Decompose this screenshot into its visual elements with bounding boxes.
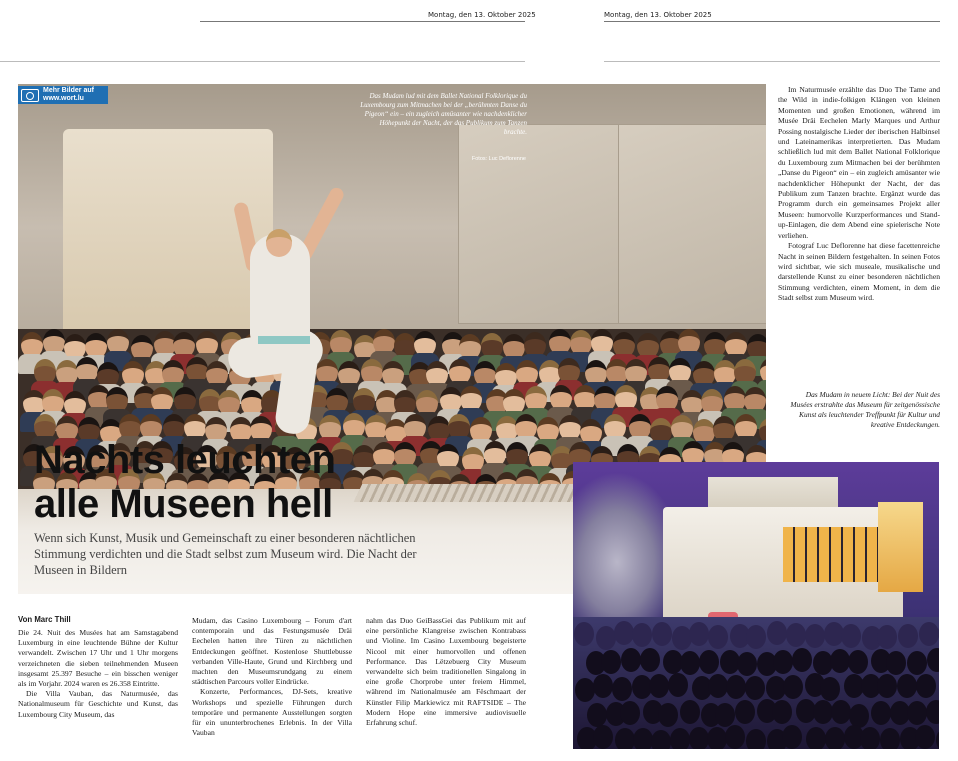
paragraph: Die Villa Vauban, das Naturmusée, das Nationalmuseum für Geschichte und Kunst, das Luxembourg City Museum, das — [18, 689, 178, 719]
header-date-left: Montag, den 13. Oktober 2025 — [428, 11, 536, 19]
photo-credit: Fotos: Luc Deflorenne — [471, 156, 526, 162]
photo-night-crowd-head — [593, 725, 613, 749]
photo-night-crowd-head — [689, 622, 709, 646]
right-column-text — [778, 85, 940, 304]
photo-night-crowd-head — [725, 725, 745, 749]
photo-night-crowd-head — [649, 674, 669, 698]
photo-night-crowd-head — [915, 725, 935, 749]
more-pictures-badge[interactable] — [18, 86, 108, 104]
photo-night-crowd-head — [699, 650, 719, 674]
photo-night-crowd-head — [897, 674, 917, 698]
night-photo-caption: Das Mudam in neuem Licht: Bei der Nuit des Musées erstrahlte das Museum für zeitgenössische Kunst als leuchtender Treffpunkt für Kultur und kreative Entdeckungen. — [790, 390, 940, 429]
photo-night-crowd-head — [805, 624, 825, 648]
photo-night-crowd-head — [746, 729, 766, 749]
subheadline: Wenn sich Kunst, Musik und Gemeinschaft zu einer besonderen nächtlichen Stimmung verdichten und die Stadt selbst zum Museum wird. Die Nacht der Museen in Bildern — [34, 531, 417, 577]
photo-night-crowd-head — [813, 700, 833, 724]
paragraph: Fotograf Luc Deflorenne hat diese facettenreiche Nacht in seinen Bildern festgehalten. In seinen Fotos wird sichtbar, wie sich museale, musikalische und darstellende Kunst zu einer besonderen nächtlichen Stimmung verdichten, einem Moment, in dem die Stadt selbst zum Museum wird. — [778, 241, 940, 303]
paragraph: Konzerte, Performances, DJ-Sets, kreative Workshops und spezielle Führungen durch temporäre und permanente Ausstellungen sorgten für ein ununterbrochenes Erlebnis. In der Villa Vauban — [192, 687, 352, 738]
photo-night-crowd-head — [632, 623, 652, 647]
photo-night-crowd-head — [658, 703, 678, 727]
paragraph: Die 24. Nuit des Musées hat am Samstagabend Luxemburg in eine leuchtende Bühne der Kultur verwandelt. Zwischen 17 Uhr und 1 Uhr morgens verzeichneten die sieben teilnehmenden Museen insgesamt 25.397 Besuche – ein bisschen weniger als im Vorjahr. 2024 waren es 26.358 Eintritte. — [18, 628, 178, 689]
photo-night-crowd-head — [927, 648, 939, 672]
photo-night-crowd-head — [886, 651, 906, 675]
photo-night-crowd-head — [715, 703, 735, 727]
badge-line1: Mehr Bilder auf — [43, 87, 94, 94]
photo-night-crowd-head — [707, 727, 727, 749]
photo-night-crowd-head — [926, 700, 939, 724]
photo-night-crowd-head — [680, 700, 700, 724]
photo-night-crowd-head — [783, 675, 803, 699]
photo-night-crowd-head — [593, 674, 613, 698]
headline — [34, 438, 454, 526]
photo-night-crowd-head — [848, 650, 868, 674]
paragraph: Im Naturmusée erzählte das Duo The Tame and the Wild in indie-folkigen Klängen von kleinen Momenten und großen Emotionen, während im Musée Dräi Eechelen Marly Marques und Arthur Possing nostalgische Lieder der iberischen Halbinsel und Lateinamerikas interpretierten. Das Mudam schließlich lud mit dem Ballet National Folklorique du Luxembourg zum Mitmachen bei der berühmten „Danse du Pigeon“ ein – ein zugleich amüsanter wie nachdenklicher Höhepunkt der Nacht, der das Publikum zum Tanzen brachte. Ergänzt wurde das Programm durch ein gemeinsames Projekt aller Museen: humorvolle Kurzperformances und Stand-up-Einlagen, die dem Abend eine spielerische Note verliehen. — [778, 85, 940, 240]
photo-night-crowd-head — [587, 703, 607, 727]
photo-night-crowd-head — [601, 650, 621, 674]
header-date-right: Montag, den 13. Oktober 2025 — [604, 11, 712, 19]
headline-line1: Nachts leuchten — [34, 438, 336, 482]
photo-night-crowd-head — [907, 651, 927, 675]
photo-dancer-sash — [258, 336, 310, 344]
header-rule-right — [604, 21, 940, 22]
camera-icon — [21, 89, 39, 102]
hero-caption: Das Mudam lud mit dem Ballet National Folklorique du Luxembourg zum Mitmachen bei der „berühmten Danse du Pigeon“ ein – ein zugleich amüsanter wie nachdenklicher Höhepunkt der Nacht, der das Publikum zum Tanzen brachte. — [360, 92, 527, 136]
photo-night-crowd-head — [877, 674, 897, 698]
paragraph: nahm das Duo GeiBassGei das Publikum mit auf eine persönliche Klangreise zwischen Kontrabass und Violine. Im Casino Luxembourg begeisterte Nicool mit einer humorvollen und offenen Performance. Das Lëtzebuerg City Museum verwandelte sich beim traditionellen Singalong in eine große Chorprobe unter freiem Himmel, während im Nationalmusée am Fëschmaart der Künstler Filip Markiewicz mit RAFTSIDE – The Modern Hope eine immersive audiovisuelle Erfahrung schuf. — [366, 616, 526, 728]
photo-night-crowd-head — [737, 652, 757, 676]
photo-night-crowd-head — [614, 621, 634, 645]
photo-night-crowd-head — [786, 623, 806, 647]
night-photo-mudam — [573, 462, 939, 749]
photo-night-crowd-head — [651, 730, 671, 749]
photo-night-crowd — [573, 617, 939, 749]
photo-night-crowd-head — [745, 676, 765, 700]
photo-night-crowd-head — [620, 701, 640, 725]
photo-night-crowd-head — [668, 673, 688, 697]
photo-night-crowd-head — [898, 624, 918, 648]
photo-night-crowd-head — [633, 728, 653, 749]
byline: Von Marc Thill — [18, 615, 71, 624]
photo-night-crowd-head — [830, 649, 850, 673]
photo-night-crowd-head — [860, 727, 880, 749]
photo-night-crowd-head — [575, 678, 595, 702]
photo-wall-panel — [458, 124, 638, 324]
photo-night-crowd-head — [708, 674, 728, 698]
photo-night-crowd-head — [773, 650, 793, 674]
photo-night-crowd-head — [574, 622, 594, 646]
photo-night-crowd-head — [792, 648, 812, 672]
photo-night-crowd-head — [652, 622, 672, 646]
photo-night-crowd-head — [938, 621, 939, 645]
paragraph: Mudam, das Casino Luxembourg – Forum d'art contemporain und das Festungsmusée Dräi Eechelen hatten ihre Türen zu nächtlichen Entdeckungen geöffnet. Kostenlose Shuttlebusse verbanden Ville-Haute, Grund und Kirchberg und machten den Museumsrundgang zu einem städtischen Parcours voller Eindrücke. — [192, 616, 352, 687]
header-rule-left — [200, 21, 525, 22]
photo-night-crowd-head — [907, 701, 927, 725]
photo-night-crowd-head — [936, 728, 939, 749]
photo-night-crowd-head — [871, 701, 891, 725]
photo-night-crowd-head — [612, 677, 632, 701]
photo-night-crowd-head — [916, 674, 936, 698]
photo-night-crowd-head — [782, 725, 802, 749]
photo-lit-wing — [878, 502, 923, 592]
photo-night-crowd-head — [708, 625, 728, 649]
photo-night-crowd-head — [772, 700, 792, 724]
photo-wall-panel — [618, 124, 766, 324]
body-column-3 — [366, 616, 526, 728]
body-column-2 — [192, 616, 352, 738]
photo-night-crowd-head — [919, 622, 939, 646]
top-rule-left — [0, 61, 525, 62]
photo-dancer-head — [266, 229, 292, 257]
photo-night-crowd-head — [841, 624, 861, 648]
headline-line2: alle Museen hell — [34, 482, 333, 526]
photo-night-crowd-head — [849, 704, 869, 728]
photo-night-crowd-head — [670, 728, 690, 749]
photo-night-crowd-head — [640, 648, 660, 672]
photo-night-crowd-head — [877, 625, 897, 649]
photo-night-crowd-head — [825, 727, 845, 749]
photo-night-crowd-head — [735, 700, 755, 724]
photo-night-crowd-head — [806, 727, 826, 749]
badge-line2[interactable]: www.wort.lu — [43, 95, 84, 102]
photo-night-crowd-head — [726, 675, 746, 699]
photo-night-crowd-head — [746, 625, 766, 649]
photo-night-crowd-head — [680, 651, 700, 675]
photo-night-crowd-head — [767, 621, 787, 645]
photo-night-crowd-head — [621, 648, 641, 672]
photo-night-crowd-head — [596, 626, 616, 650]
top-rule-right — [604, 61, 940, 62]
photo-night-crowd-head — [880, 728, 900, 749]
photo-night-crowd-head — [820, 677, 840, 701]
body-column-1 — [18, 628, 178, 720]
